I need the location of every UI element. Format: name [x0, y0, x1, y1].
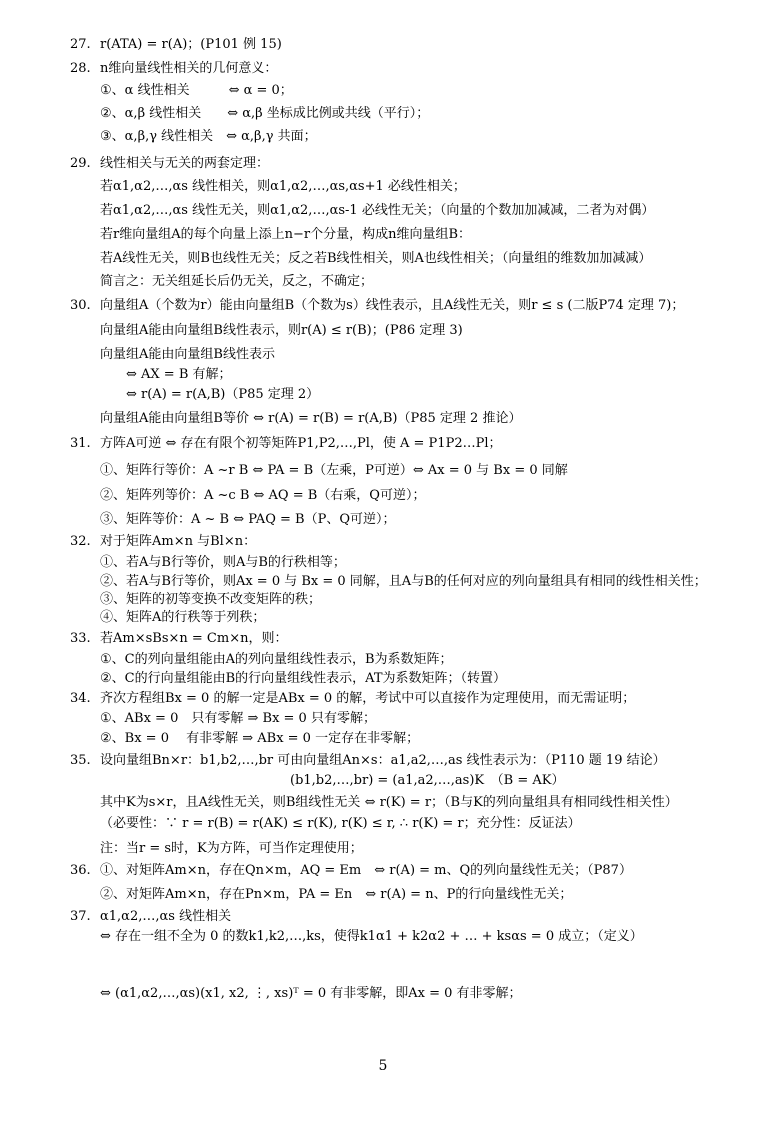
item-line: ⇔ r(A) = r(A,B)（P85 定理 2） — [100, 387, 320, 402]
item-line: 简言之：无关组延长后仍无关，反之，不确定； — [100, 274, 374, 289]
item-line: ②、Bx = 0 有非零解 ⇒ ABx = 0 一定存在非零解； — [100, 731, 420, 746]
item-line: ④、矩阵A的行秩等于列秩； — [100, 610, 266, 625]
item-line: ⇔ 存在一组不全为 0 的数k1,k2,…,ks，使得k1α1 + k2α2 + … + ksαs = 0 成立；（定义） — [100, 929, 643, 944]
item-line: 向量组A能由向量组B等价 ⇔ r(A) = r(B) = r(A,B)（P85 定理 2 推论） — [100, 411, 522, 426]
page-number: 5 — [378, 1058, 388, 1074]
item-line: 其中K为s×r，且A线性无关，则B组线性无关 ⇔ r(K) = r；（B与K的列向量组具有相同线性相关性） — [100, 795, 678, 810]
item-number: 33. — [70, 631, 91, 646]
item-number: 35. — [70, 753, 91, 768]
item-line: 向量组A能由向量组B线性表示，则r(A) ≤ r(B)；(P86 定理 3) — [100, 323, 463, 338]
item-line: ⇔ (α1,α2,…,αs)(x1, x2, ⋮, xs)ᵀ = 0 有非零解，即Ax = 0 有非零解； — [100, 986, 522, 1001]
item-line: 若α1,α2,…,αs 线性相关，则α1,α2,…,αs,αs+1 必线性相关； — [100, 179, 466, 194]
item-line: ②、α,β 线性相关 ⇔ α,β 坐标成比例或共线（平行）； — [100, 106, 430, 121]
item-number: 29. — [70, 156, 91, 171]
item-number: 28. — [70, 61, 91, 76]
item-line: ①、矩阵行等价：A ~r B ⇔ PA = B（左乘，P可逆）⇔ Ax = 0 与 Bx = 0 同解 — [100, 463, 568, 478]
item-line: ③、矩阵的初等变换不改变矩阵的秩； — [100, 592, 322, 607]
item-line: r(ATA) = r(A)；(P101 例 15) — [100, 37, 282, 52]
item-number: 31. — [70, 436, 91, 451]
item-line: 线性相关与无关的两套定理： — [100, 156, 270, 171]
item-line: 设向量组Bn×r：b1,b2,…,br 可由向量组An×s：a1,a2,…,as 线性表示为：（P110 题 19 结论） — [100, 753, 666, 768]
item-line: (b1,b2,…,br) = (a1,a2,…,as)K （B = AK） — [290, 773, 565, 788]
item-line: ②、C的行向量组能由B的行向量组线性表示，AT为系数矩阵；（转置） — [100, 671, 507, 686]
item-line: ①、α 线性相关 ⇔ α = 0； — [100, 83, 293, 98]
item-line: 注：当r = s时，K为方阵，可当作定理使用； — [100, 841, 363, 856]
item-line: ②、矩阵列等价：A ~c B ⇔ AQ = B（右乘，Q可逆）； — [100, 488, 426, 503]
item-line: n维向量线性相关的几何意义： — [100, 61, 278, 76]
item-line: ②、对矩阵Am×n，存在Pn×m，PA = En ⇔ r(A) = n、P的行向量线性无关； — [100, 887, 573, 902]
item-line: ③、矩阵等价：A ~ B ⇔ PAQ = B（P、Q可逆）； — [100, 512, 396, 527]
item-number: 30. — [70, 298, 91, 313]
item-line: （必要性：∵ r = r(B) = r(AK) ≤ r(K), r(K) ≤ r, ∴ r(K) = r；充分性：反证法） — [100, 816, 581, 831]
item-line: 若Am×sBs×n = Cm×n，则： — [100, 631, 288, 646]
item-line: 齐次方程组Bx = 0 的解一定是ABx = 0 的解，考试中可以直接作为定理使用，而无需证明； — [100, 691, 636, 706]
item-line: 方阵A可逆 ⇔ 存在有限个初等矩阵P1,P2,…,Pl，使 A = P1P2…Pl； — [100, 436, 502, 451]
item-line: ①、C的列向量组能由A的列向量组线性表示，B为系数矩阵； — [100, 652, 453, 667]
item-line: 对于矩阵Am×n 与Bl×n： — [100, 534, 257, 549]
item-line: 若A线性无关，则B也线性无关；反之若B线性相关，则A也线性相关；（向量组的维数加加减减） — [100, 251, 652, 266]
item-line: ⇔ AX = B 有解； — [100, 367, 232, 382]
item-line: ③、α,β,γ 线性相关 ⇔ α,β,γ 共面； — [100, 129, 317, 144]
item-line: 向量组A能由向量组B线性表示 — [100, 347, 275, 362]
item-line: ①、对矩阵Am×n，存在Qn×m，AQ = Em ⇔ r(A) = m、Q的列向量线性无关；（P87） — [100, 863, 632, 878]
item-line: ②、若A与B行等价，则Ax = 0 与 Bx = 0 同解，且A与B的任何对应的列向量组具有相同的线性相关性； — [100, 574, 707, 589]
item-line: 若r维向量组A的每个向量上添上n−r个分量，构成n维向量组B： — [100, 227, 472, 242]
item-line: 向量组A（个数为r）能由向量组B（个数为s）线性表示，且A线性无关，则r ≤ s (二版P74 定理 7)； — [100, 298, 685, 313]
item-line: ①、ABx = 0 只有零解 ⇒ Bx = 0 只有零解； — [100, 711, 376, 726]
item-number: 34. — [70, 691, 91, 706]
item-line: 若α1,α2,…,αs 线性无关，则α1,α2,…,αs-1 必线性无关；（向量的个数加加减减，二者为对偶） — [100, 203, 655, 218]
item-number: 37. — [70, 909, 91, 924]
item-number: 36. — [70, 863, 91, 878]
item-line: α1,α2,…,αs 线性相关 — [100, 909, 232, 924]
item-line: ①、若A与B行等价，则A与B的行秩相等； — [100, 555, 346, 570]
item-number: 32. — [70, 534, 91, 549]
item-number: 27. — [70, 37, 91, 52]
